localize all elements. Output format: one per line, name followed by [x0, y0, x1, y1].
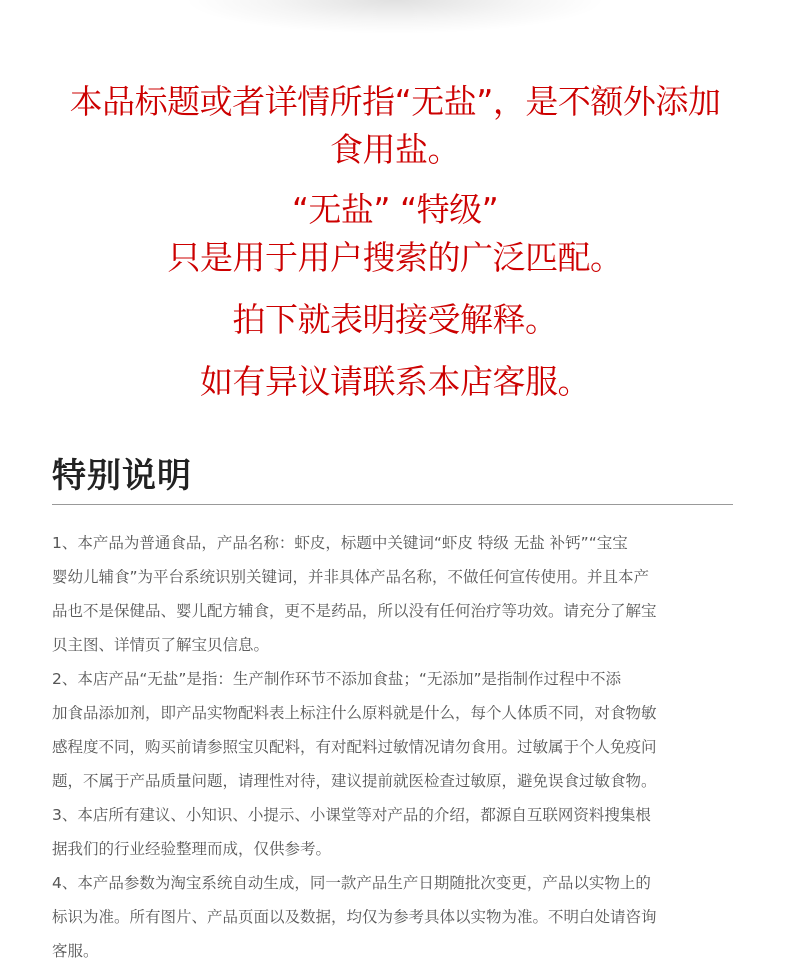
note-line: 加食品添加剂，即产品实物配料表上标注什么原料就是什么，每个人体质不同，对食物敏 [52, 704, 657, 722]
notice-gap [0, 344, 790, 358]
note-line: 题，不属于产品质量问题，请理性对待，建议提前就医检查过敏原，避免误食过敏食物。 [52, 772, 657, 790]
note-line: 婴幼儿辅食”为平台系统识别关键词，并非具体产品名称，不做任何宣传使用。并且本产 [52, 568, 650, 586]
section-divider [52, 504, 733, 505]
notice-line-5: 拍下就表明接受解释。 [232, 300, 558, 339]
section-title: 特别说明 [52, 456, 192, 496]
note-line: 客服。 [52, 942, 99, 960]
note-line: 1、本产品为普通食品，产品名称：虾皮，标题中关键词“虾皮 特级 无盐 补钙”“宝宝 [52, 534, 628, 552]
notice-line-6: 如有异议请联系本店客服。 [200, 362, 590, 401]
note-line: 3、本店所有建议、小知识、小提示、小课堂等对产品的介绍，都源自互联网资料搜集根 [52, 806, 651, 824]
notice-gap [0, 174, 790, 186]
top-shadow-decoration [0, 0, 790, 44]
notice-line-2: 食用盐。 [330, 130, 460, 169]
notice-line-1: 本品标题或者详情所指“无盐”，是不额外添加 [69, 82, 721, 121]
note-line: 贝主图、详情页了解宝贝信息。 [52, 636, 270, 654]
note-line: 据我们的行业经验整理而成，仅供参考。 [52, 840, 332, 858]
note-line: 4、本产品参数为淘宝系统自动生成，同一款产品生产日期随批次变更，产品以实物上的 [52, 874, 651, 892]
note-line: 标识为准。所有图片、产品页面以及数据，均仅为参考具体以实物为准。不明白处请咨询 [52, 908, 657, 926]
note-line: 品也不是保健品、婴儿配方辅食，更不是药品，所以没有任何治疗等功效。请充分了解宝 [52, 602, 657, 620]
notice-line-3: “无盐” “特级” [291, 190, 499, 229]
notice-block [0, 78, 790, 406]
special-notes [52, 526, 738, 968]
note-line: 2、本店产品“无盐”是指：生产制作环节不添加食盐；“无添加”是指制作过程中不添 [52, 670, 621, 688]
notice-gap [0, 282, 790, 296]
notice-line-4: 只是用于用户搜索的广泛匹配。 [167, 238, 623, 277]
note-line: 感程度不同，购买前请参照宝贝配料，有对配料过敏情况请勿食用。过敏属于个人免疫问 [52, 738, 657, 756]
